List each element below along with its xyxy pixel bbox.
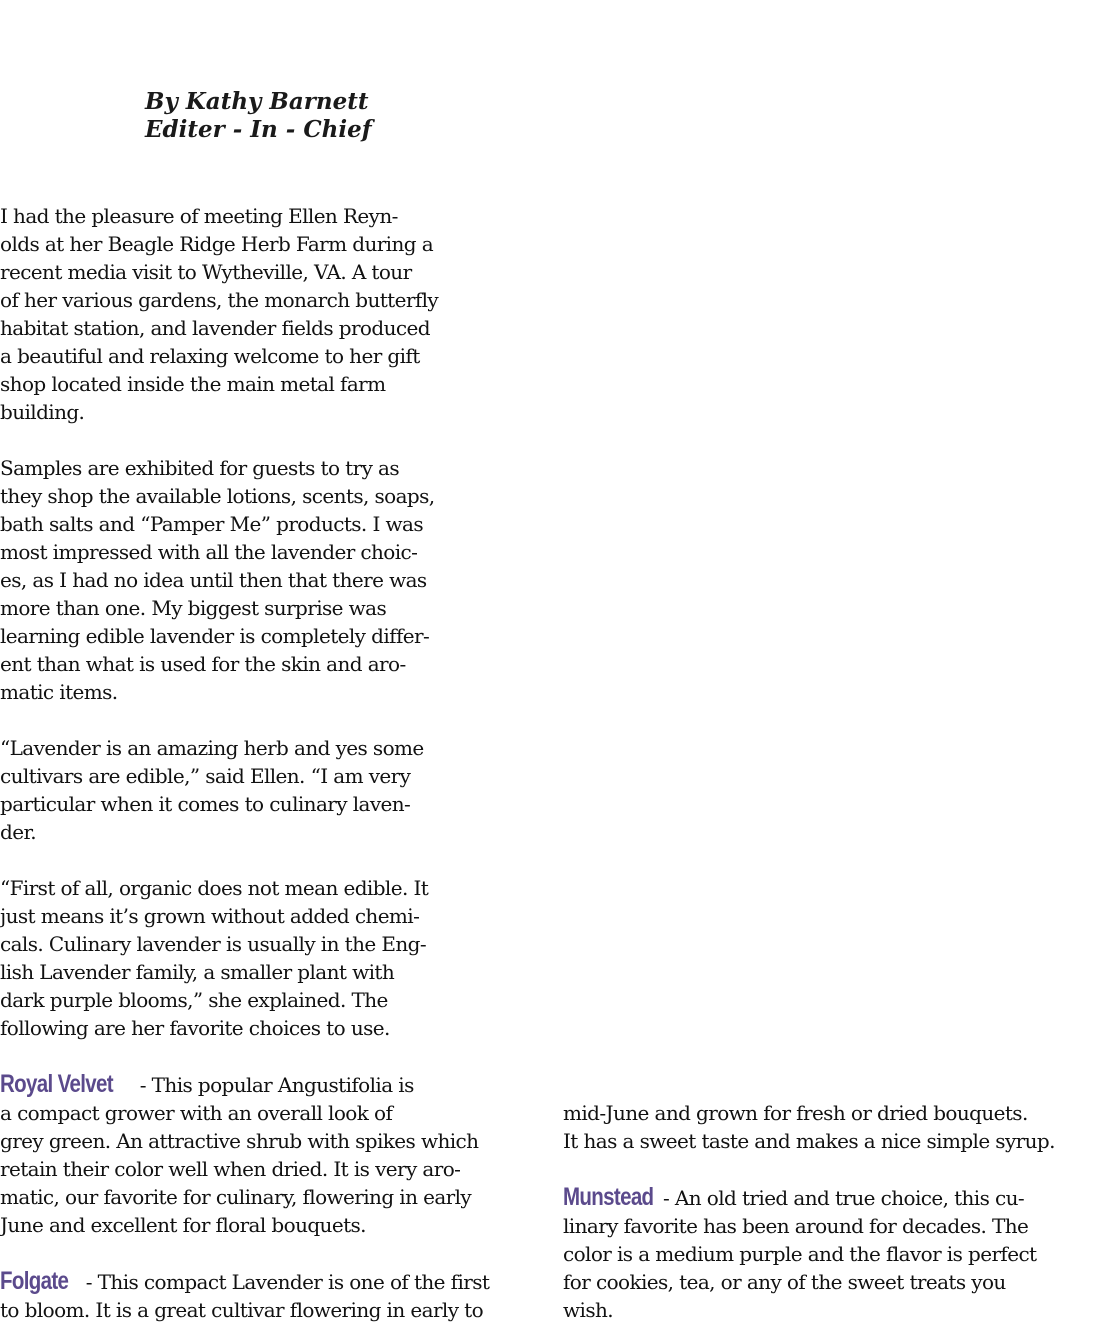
text-line: “Lavender is an amazing herb and yes some (0, 736, 424, 760)
variety-name: Munstead (563, 1183, 654, 1211)
text-line: It has a sweet taste and makes a nice simple syrup. (563, 1129, 1055, 1153)
text-line: matic, our favorite for culinary, flowering in early (0, 1185, 472, 1209)
text-line: they shop the available lotions, scents, soaps, (0, 484, 435, 508)
paragraph-quote-herb (0, 734, 540, 846)
text-line: shop located inside the main metal farm (0, 372, 386, 396)
text-line: learning edible lavender is completely differ- (0, 624, 430, 648)
text-line: olds at her Beagle Ridge Herb Farm during a (0, 232, 434, 256)
text-line: following are her favorite choices to use. (0, 1016, 390, 1040)
article-left-column (0, 202, 540, 1324)
text-line: to bloom. It is a great cultivar flowering in early to (0, 1298, 484, 1322)
byline-role: Editer - In - Chief (145, 116, 372, 143)
text-line: wish. (563, 1298, 614, 1322)
text-line: matic items. (0, 680, 118, 704)
text-line: a compact grower with an overall look of (0, 1101, 393, 1125)
text-line: of her various gardens, the monarch butterfly (0, 288, 439, 312)
text-line: es, as I had no idea until then that there was (0, 568, 427, 592)
paragraph-intro (0, 202, 540, 426)
variety-folgate (0, 1267, 540, 1324)
variety-intro: - This compact Lavender is one of the first (80, 1270, 490, 1294)
text-line: retain their color well when dried. It is very aro- (0, 1157, 461, 1181)
variety-munstead (563, 1183, 1103, 1324)
variety-name: Folgate (0, 1267, 69, 1295)
text-line: most impressed with all the lavender choic- (0, 540, 418, 564)
variety-royal-velvet (0, 1070, 540, 1239)
text-line: lish Lavender family, a smaller plant with (0, 960, 395, 984)
text-line: habitat station, and lavender fields produced (0, 316, 430, 340)
byline-author: By Kathy Barnett (145, 88, 369, 115)
text-line: mid-June and grown for fresh or dried bouquets. (563, 1101, 1028, 1125)
text-line: der. (0, 820, 36, 844)
text-line: grey green. An attractive shrub with spikes which (0, 1129, 479, 1153)
text-line: color is a medium purple and the flavor is perfect (563, 1242, 1037, 1266)
text-line: more than one. My biggest surprise was (0, 596, 387, 620)
variety-intro: - This popular Angustifolia is (134, 1073, 414, 1097)
text-line: particular when it comes to culinary laven- (0, 792, 411, 816)
text-line: cultivars are edible,” said Ellen. “I am very (0, 764, 411, 788)
text-line: cals. Culinary lavender is usually in the Eng- (0, 932, 426, 956)
text-line: ent than what is used for the skin and aro- (0, 652, 406, 676)
text-line: recent media visit to Wytheville, VA. A tour (0, 260, 412, 284)
text-line: linary favorite has been around for decades. The (563, 1214, 1029, 1238)
text-line: Samples are exhibited for guests to try as (0, 456, 400, 480)
text-line: just means it’s grown without added chemi- (0, 904, 420, 928)
paragraph-quote-organic (0, 874, 540, 1042)
variety-intro: - An old tried and true choice, this cu- (663, 1186, 1025, 1210)
text-line (0, 1267, 540, 1296)
variety-folgate-continued (563, 1099, 1103, 1155)
byline (145, 88, 372, 144)
text-line (0, 1070, 540, 1099)
text-line: “First of all, organic does not mean edible. It (0, 876, 429, 900)
paragraph-samples (0, 454, 540, 706)
text-line (563, 1183, 1103, 1212)
text-line: building. (0, 400, 85, 424)
text-line: a beautiful and relaxing welcome to her gift (0, 344, 420, 368)
text-line: dark purple blooms,” she explained. The (0, 988, 388, 1012)
article-right-column (563, 1099, 1103, 1324)
text-line: bath salts and “Pamper Me” products. I was (0, 512, 424, 536)
text-line: for cookies, tea, or any of the sweet treats you (563, 1270, 1006, 1294)
text-line: June and excellent for floral bouquets. (0, 1213, 366, 1237)
text-line: I had the pleasure of meeting Ellen Reyn- (0, 204, 398, 228)
variety-name: Royal Velvet (0, 1070, 113, 1098)
